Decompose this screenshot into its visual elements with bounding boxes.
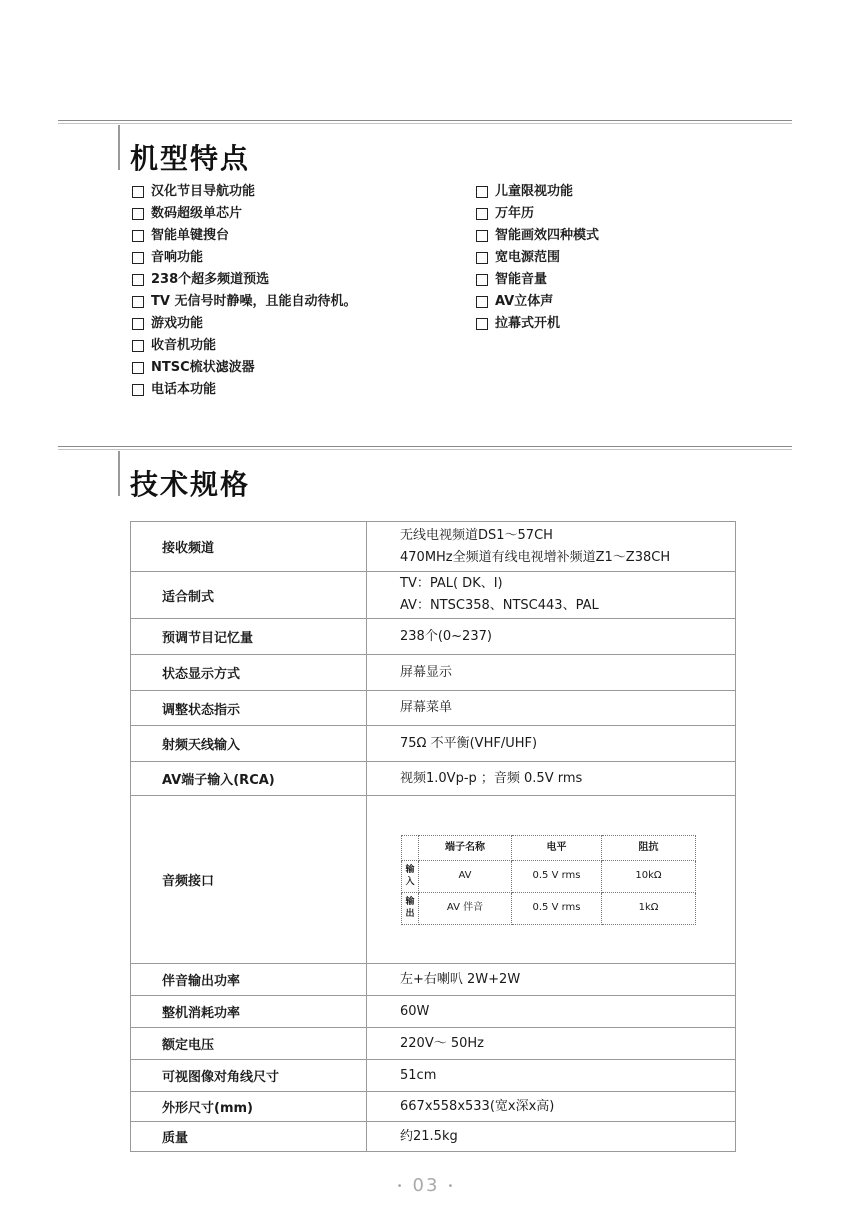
checkbox-square-icon	[132, 340, 144, 352]
checkbox-square-icon	[476, 296, 488, 308]
spec-row	[131, 619, 736, 655]
checkbox-square-icon	[132, 208, 144, 220]
spec-value	[367, 1092, 736, 1122]
feature-label: 汉化节目导航功能	[151, 184, 256, 199]
checkbox-square-icon	[132, 296, 144, 308]
audio-interface-side: 输 出	[402, 892, 419, 924]
spec-key: 状态显示方式	[131, 655, 367, 691]
spec-value	[367, 964, 736, 996]
spec-value	[367, 522, 736, 572]
audio-interface-level: 0.5 V rms	[512, 892, 602, 924]
spec-table	[130, 521, 736, 1152]
feature-label: 拉幕式开机	[495, 316, 561, 331]
feature-item	[476, 225, 599, 247]
spec-value	[367, 796, 736, 964]
title-accent-bar-features	[118, 125, 120, 170]
spec-key: 可视图像对角线尺寸	[131, 1060, 367, 1092]
spec-value-line: 75Ω 不平衡(VHF/UHF)	[400, 735, 538, 751]
checkbox-square-icon	[132, 384, 144, 396]
page-number: 03	[412, 1175, 440, 1196]
spec-key: 外形尺寸(mm)	[131, 1092, 367, 1122]
feature-label: 万年历	[495, 206, 535, 221]
spec-key: 射频天线输入	[131, 726, 367, 762]
feature-label: 智能画效四种模式	[495, 228, 600, 243]
spec-value	[367, 572, 736, 619]
feature-item	[132, 291, 356, 313]
feature-label: 数码超级单芯片	[151, 206, 243, 221]
spec-key: 质量	[131, 1122, 367, 1152]
feature-item	[132, 181, 356, 203]
spec-key: 预调节目记忆量	[131, 619, 367, 655]
feature-item	[476, 291, 599, 313]
checkbox-square-icon	[476, 208, 488, 220]
spec-value-line: 约21.5kg	[400, 1128, 458, 1144]
spec-row	[131, 796, 736, 964]
checkbox-square-icon	[476, 186, 488, 198]
feature-label: NTSC梳状滤波器	[151, 360, 255, 375]
feature-item	[476, 247, 599, 269]
checkbox-square-icon	[132, 186, 144, 198]
feature-item	[132, 247, 356, 269]
audio-interface-level: 0.5 V rms	[512, 860, 602, 892]
feature-item	[132, 225, 356, 247]
feature-label: 音响功能	[151, 250, 204, 265]
spec-value	[367, 691, 736, 726]
spec-key: 伴音输出功率	[131, 964, 367, 996]
checkbox-square-icon	[132, 318, 144, 330]
audio-interface-impedance: 1kΩ	[602, 892, 696, 924]
spec-row	[131, 1092, 736, 1122]
feature-item	[476, 269, 599, 291]
spec-row	[131, 1060, 736, 1092]
spec-value	[367, 996, 736, 1028]
spec-value-line: TV：PAL( DK、I)	[400, 576, 503, 591]
page-footer	[0, 1175, 852, 1196]
checkbox-square-icon	[132, 362, 144, 374]
audio-interface-table	[401, 835, 696, 925]
audio-interface-row	[402, 860, 696, 892]
checkbox-square-icon	[476, 230, 488, 242]
feature-label: 游戏功能	[151, 316, 204, 331]
feature-label: TV 无信号时静噪，且能自动待机。	[151, 294, 357, 309]
feature-item	[132, 335, 356, 357]
feature-label: 智能音量	[495, 272, 548, 287]
feature-label: 238个超多频道预选	[151, 272, 270, 287]
spec-value-line: 无线电视频道DS1～57CH	[400, 527, 553, 543]
spec-value	[367, 1122, 736, 1152]
footer-dot-right: •	[447, 1180, 456, 1192]
spec-key: AV端子输入(RCA)	[131, 762, 367, 796]
audio-interface-header-row	[402, 835, 696, 860]
spec-row	[131, 655, 736, 691]
feature-label: 智能单键搜台	[151, 228, 230, 243]
audio-interface-header: 阻抗	[602, 835, 696, 860]
footer-dot-left: •	[396, 1180, 405, 1192]
spec-value-line: AV：NTSC358、NTSC443、PAL	[400, 598, 599, 613]
spec-row	[131, 964, 736, 996]
spec-value-line: 60W	[400, 1003, 430, 1019]
spec-row	[131, 1122, 736, 1152]
audio-interface-header: 端子名称	[419, 835, 512, 860]
feature-item	[132, 313, 356, 335]
audio-interface-row	[402, 892, 696, 924]
spec-key: 额定电压	[131, 1028, 367, 1060]
spec-value	[367, 726, 736, 762]
spec-row	[131, 762, 736, 796]
audio-interface-name: AV 伴音	[419, 892, 512, 924]
feature-item	[132, 357, 356, 379]
spec-value-line: 470MHz全频道有线电视增补频道Z1～Z38CH	[400, 549, 671, 565]
section-rule-specs	[58, 446, 792, 450]
spec-value-line: 667x558x533(宽x深x高)	[400, 1098, 555, 1114]
spec-value-line: 左+右喇叭 2W+2W	[400, 971, 521, 987]
feature-label: AV立体声	[495, 294, 554, 309]
feature-label: 电话本功能	[151, 382, 217, 397]
audio-interface-impedance: 10kΩ	[602, 860, 696, 892]
feature-item	[476, 181, 599, 203]
section-rule-features	[58, 120, 792, 124]
spec-value-line: 视频1.0Vp-p ；音频 0.5V rms	[400, 770, 583, 786]
checkbox-square-icon	[476, 318, 488, 330]
spec-value	[367, 1060, 736, 1092]
checkbox-square-icon	[476, 274, 488, 286]
features-list-right	[476, 181, 599, 335]
spec-value-line: 220V～ 50Hz	[400, 1035, 484, 1051]
feature-label: 儿童限视功能	[495, 184, 574, 199]
spec-value	[367, 1028, 736, 1060]
feature-item	[476, 313, 599, 335]
spec-row	[131, 996, 736, 1028]
spec-row	[131, 1028, 736, 1060]
features-title: 机型特点	[130, 142, 251, 175]
checkbox-square-icon	[132, 230, 144, 242]
feature-item	[132, 269, 356, 291]
checkbox-square-icon	[132, 274, 144, 286]
spec-row	[131, 572, 736, 619]
feature-label: 收音机功能	[151, 338, 217, 353]
feature-item	[476, 203, 599, 225]
spec-row	[131, 691, 736, 726]
features-list-left	[132, 181, 356, 401]
spec-key: 适合制式	[131, 572, 367, 619]
title-accent-bar-specs	[118, 451, 120, 496]
spec-key: 音频接口	[131, 796, 367, 964]
audio-interface-header: 电平	[512, 835, 602, 860]
checkbox-square-icon	[132, 252, 144, 264]
feature-item	[132, 379, 356, 401]
feature-label: 宽电源范围	[495, 250, 561, 265]
spec-key: 调整状态指示	[131, 691, 367, 726]
specs-title: 技术规格	[130, 468, 251, 501]
spec-value	[367, 655, 736, 691]
spec-value-line: 238个(0~237)	[400, 628, 492, 644]
spec-row	[131, 522, 736, 572]
spec-row	[131, 726, 736, 762]
spec-value-line: 51cm	[400, 1067, 437, 1083]
spec-key: 接收频道	[131, 522, 367, 572]
audio-interface-corner	[402, 835, 419, 860]
spec-value	[367, 619, 736, 655]
checkbox-square-icon	[476, 252, 488, 264]
feature-item	[132, 203, 356, 225]
audio-interface-name: AV	[419, 860, 512, 892]
spec-value	[367, 762, 736, 796]
spec-value-line: 屏幕菜单	[400, 700, 453, 715]
spec-key: 整机消耗功率	[131, 996, 367, 1028]
spec-value-line: 屏幕显示	[400, 664, 453, 680]
audio-interface-side: 输 入	[402, 860, 419, 892]
